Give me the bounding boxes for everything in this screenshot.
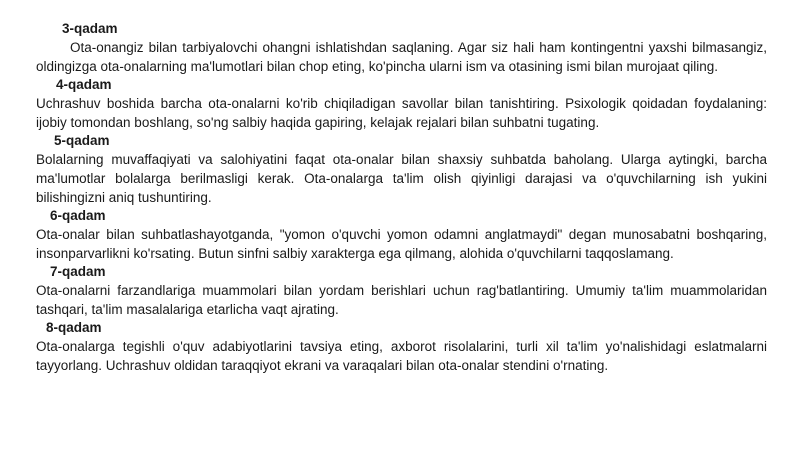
step-4-heading: 4-qadam — [56, 77, 112, 92]
step-6-text: Ota-onalar bilan suhbatlashayotganda, "yomon o'quvchi yomon odamni anglatmaydi" degan munosabatni boshqaring, insonparvarlikni ko'rsating. Butun sinfni salbiy xarakterga ega qilmang, alohida o'quvchilarni taqqoslamang. — [36, 227, 767, 261]
step-7-text: Ota-onalarni farzandlariga muammolari bilan yordam berishlari uchun rag'batlantiring. Umumiy ta'lim muammolaridan tashqari, ta'lim masalalariga etarlicha vaqt ajrating. — [36, 283, 767, 317]
step-3-heading: 3-qadam — [62, 21, 118, 36]
step-7-heading: 7-qadam — [50, 264, 106, 279]
step-8-heading: 8-qadam — [46, 320, 102, 335]
step-4-text: Uchrashuv boshida barcha ota-onalarni ko'rib chiqiladigan savollar bilan tanishtiring. Psixologik qoidadan foydalaning: ijobiy tomondan boshlang, so'ng salbiy haqida gapiring, kelajak rejalari bilan suhbatni tugating. — [36, 96, 767, 130]
step-6-heading: 6-qadam — [50, 208, 106, 223]
step-8-section — [36, 319, 767, 375]
step-6-section — [36, 207, 767, 263]
step-5-heading: 5-qadam — [54, 133, 110, 148]
step-5-text: Bolalarning muvaffaqiyati va salohiyatini faqat ota-onalar bilan shaxsiy suhbatda baholang. Ularga aytingki, barcha ma'lumotlar bolalarga berilmasligi kerak. Ota-onalarga ta'lim olish qiyinligi darajasi va o'quvchilarning ish yukini bilishingizni aniq tushuntiring. — [36, 152, 767, 205]
step-3-section — [36, 20, 767, 76]
step-4-section — [36, 76, 767, 132]
step-7-section — [36, 263, 767, 319]
step-8-text: Ota-onalarga tegishli o'quv adabiyotlarini tavsiya eting, axborot risolalarini, turli xil ta'lim yo'nalishidagi eslatmalarni tayyorlang. Uchrashuv oldidan taraqqiyot ekrani va varaqalari bilan ota-onalar stendini o'rnating. — [36, 339, 767, 373]
step-3-text: Ota-onangiz bilan tarbiyalovchi ohangni ishlatishdan saqlaning. Agar siz hali ham kontingentni yaxshi bilmasangiz, oldingizga ota-onalarning ma'lumotlari bilan chop eting, ko'pincha ularni ism va otasining ismi bilan murojaat qiling. — [36, 40, 767, 74]
document-page — [36, 20, 767, 375]
step-5-section — [36, 132, 767, 207]
